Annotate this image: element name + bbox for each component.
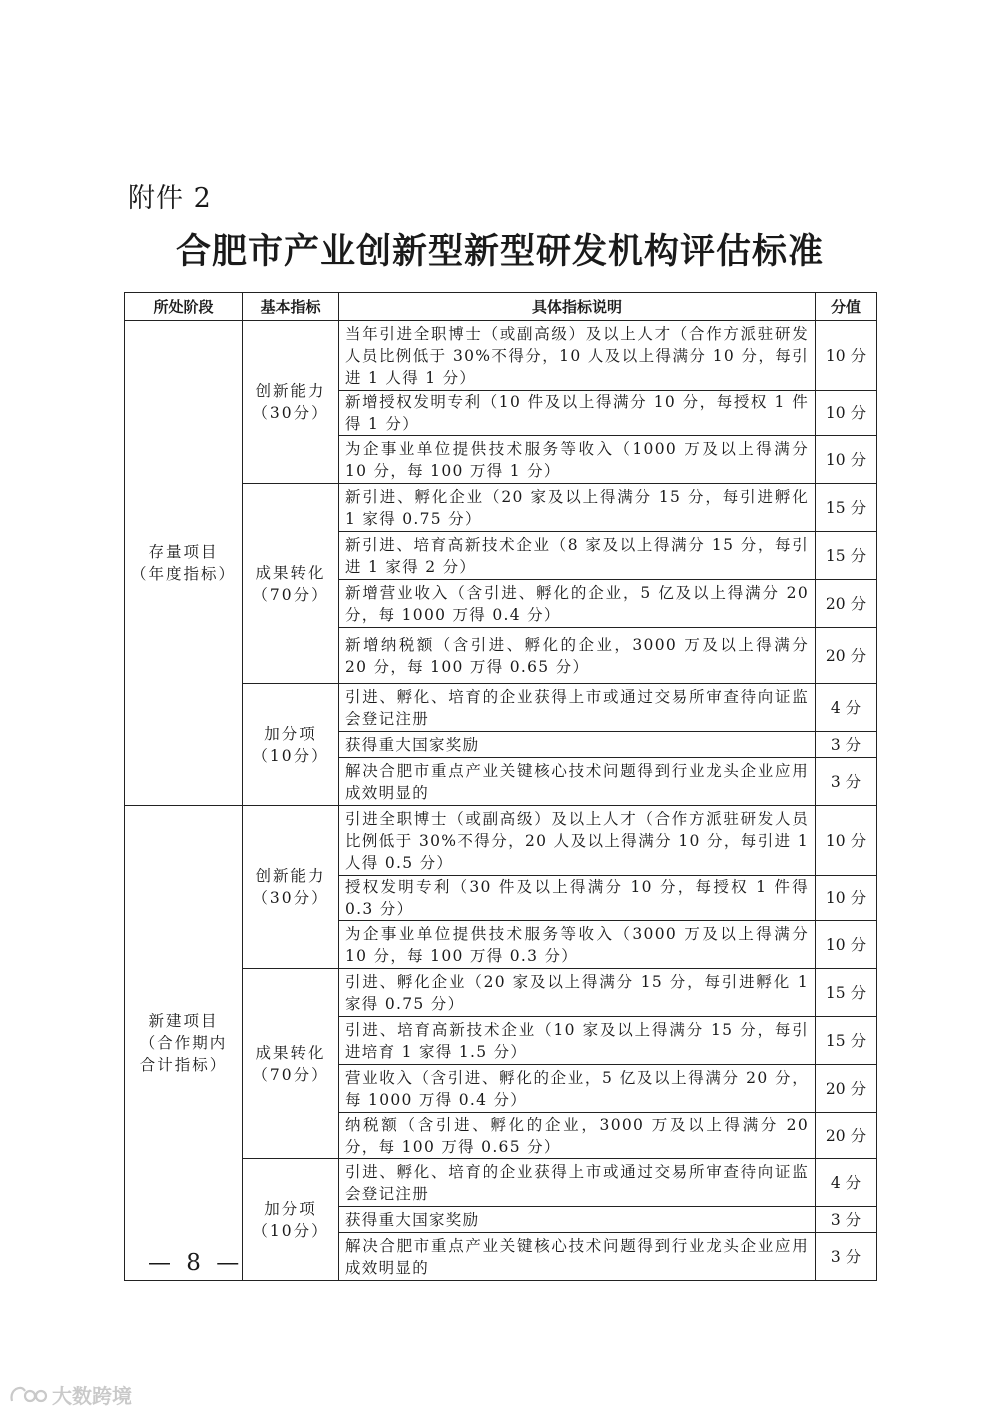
score-cell: 10 分 [816, 806, 877, 876]
attachment-label: 附件 2 [128, 183, 212, 214]
score-cell: 3 分 [816, 1233, 877, 1281]
score-cell: 10 分 [816, 321, 877, 391]
description-cell: 为企事业单位提供技术服务等收入（3000 万及以上得满分 10 分，每 100 万得 0.3 分） [339, 921, 816, 969]
description-cell: 引进、孵化、培育的企业获得上市或通过交易所审查待向证监会登记注册 [339, 684, 816, 732]
description-cell: 引进、孵化企业（20 家及以上得满分 15 分，每引进孵化 1 家得 0.75 分） [339, 969, 816, 1017]
description-cell: 获得重大国家奖励 [339, 732, 816, 758]
score-cell: 15 分 [816, 1017, 877, 1065]
score-cell: 20 分 [816, 580, 877, 628]
score-cell: 10 分 [816, 876, 877, 921]
watermark-text: 大数跨境 [52, 1384, 132, 1408]
description-cell: 解决合肥市重点产业关键核心技术问题得到行业龙头企业应用成效明显的 [339, 1233, 816, 1281]
indicator-cell: 加分项 （10分） [243, 684, 339, 806]
header-stage: 所处阶段 [125, 293, 243, 321]
score-cell: 3 分 [816, 758, 877, 806]
description-cell: 新引进、培育高新技术企业（8 家及以上得满分 15 分，每引进 1 家得 2 分） [339, 532, 816, 580]
indicator-cell: 创新能力 （30分） [243, 321, 339, 484]
description-cell: 新引进、孵化企业（20 家及以上得满分 15 分，每引进孵化 1 家得 0.75 分） [339, 484, 816, 532]
stage-cell: 存量项目 （年度指标） [125, 321, 243, 806]
description-cell: 营业收入（含引进、孵化的企业，5 亿及以上得满分 20 分，每 1000 万得 0.4 分） [339, 1065, 816, 1113]
indicator-cell: 加分项 （10分） [243, 1159, 339, 1281]
description-cell: 引进、培育高新技术企业（10 家及以上得满分 15 分，每引进培育 1 家得 1.5 分） [339, 1017, 816, 1065]
description-cell: 当年引进全职博士（或副高级）及以上人才（合作方派驻研发人员比例低于 30%不得分，10 人及以上得满分 10 分，每引进 1 人得 1 分） [339, 321, 816, 391]
score-cell: 4 分 [816, 684, 877, 732]
score-cell: 10 分 [816, 391, 877, 436]
header-indicator: 基本指标 [243, 293, 339, 321]
description-cell: 解决合肥市重点产业关键核心技术问题得到行业龙头企业应用成效明显的 [339, 758, 816, 806]
table-row [125, 806, 877, 876]
score-cell: 3 分 [816, 732, 877, 758]
score-cell: 15 分 [816, 969, 877, 1017]
score-cell: 20 分 [816, 1113, 877, 1159]
description-cell: 引进、孵化、培育的企业获得上市或通过交易所审查待向证监会登记注册 [339, 1159, 816, 1207]
description-cell: 引进全职博士（或副高级）及以上人才（合作方派驻研发人员比例低于 30%不得分，20 人及以上得满分 10 分，每引进 1 人得 0.5 分） [339, 806, 816, 876]
table-body [125, 321, 877, 1281]
description-cell: 获得重大国家奖励 [339, 1207, 816, 1233]
score-cell: 20 分 [816, 628, 877, 684]
watermark-logo-icon [8, 1385, 48, 1405]
page-number: — 8 — [148, 1250, 244, 1276]
score-cell: 15 分 [816, 532, 877, 580]
description-cell: 新增纳税额（含引进、孵化的企业，3000 万及以上得满分 20 分，每 100 万得 0.65 分） [339, 628, 816, 684]
stage-cell: 新建项目 （合作期内 合计指标） [125, 806, 243, 1281]
score-cell: 15 分 [816, 484, 877, 532]
score-cell: 3 分 [816, 1207, 877, 1233]
description-cell: 授权发明专利（30 件及以上得满分 10 分，每授权 1 件得 0.3 分） [339, 876, 816, 921]
description-cell: 新增营业收入（含引进、孵化的企业，5 亿及以上得满分 20 分，每 1000 万得 0.4 分） [339, 580, 816, 628]
indicator-cell: 成果转化 （70分） [243, 969, 339, 1159]
watermark [8, 1380, 132, 1409]
header-description: 具体指标说明 [339, 293, 816, 321]
score-cell: 10 分 [816, 921, 877, 969]
score-cell: 20 分 [816, 1065, 877, 1113]
evaluation-standards-table [124, 292, 877, 1281]
document-title: 合肥市产业创新型新型研发机构评估标准 [175, 231, 824, 272]
score-cell: 4 分 [816, 1159, 877, 1207]
table-row [125, 321, 877, 391]
score-cell: 10 分 [816, 436, 877, 484]
table-header-row [125, 293, 877, 321]
header-score: 分值 [816, 293, 877, 321]
description-cell: 新增授权发明专利（10 件及以上得满分 10 分，每授权 1 件得 1 分） [339, 391, 816, 436]
indicator-cell: 创新能力 （30分） [243, 806, 339, 969]
description-cell: 为企事业单位提供技术服务等收入（1000 万及以上得满分 10 分，每 100 万得 1 分） [339, 436, 816, 484]
indicator-cell: 成果转化 （70分） [243, 484, 339, 684]
description-cell: 纳税额（含引进、孵化的企业，3000 万及以上得满分 20 分，每 100 万得 0.65 分） [339, 1113, 816, 1159]
